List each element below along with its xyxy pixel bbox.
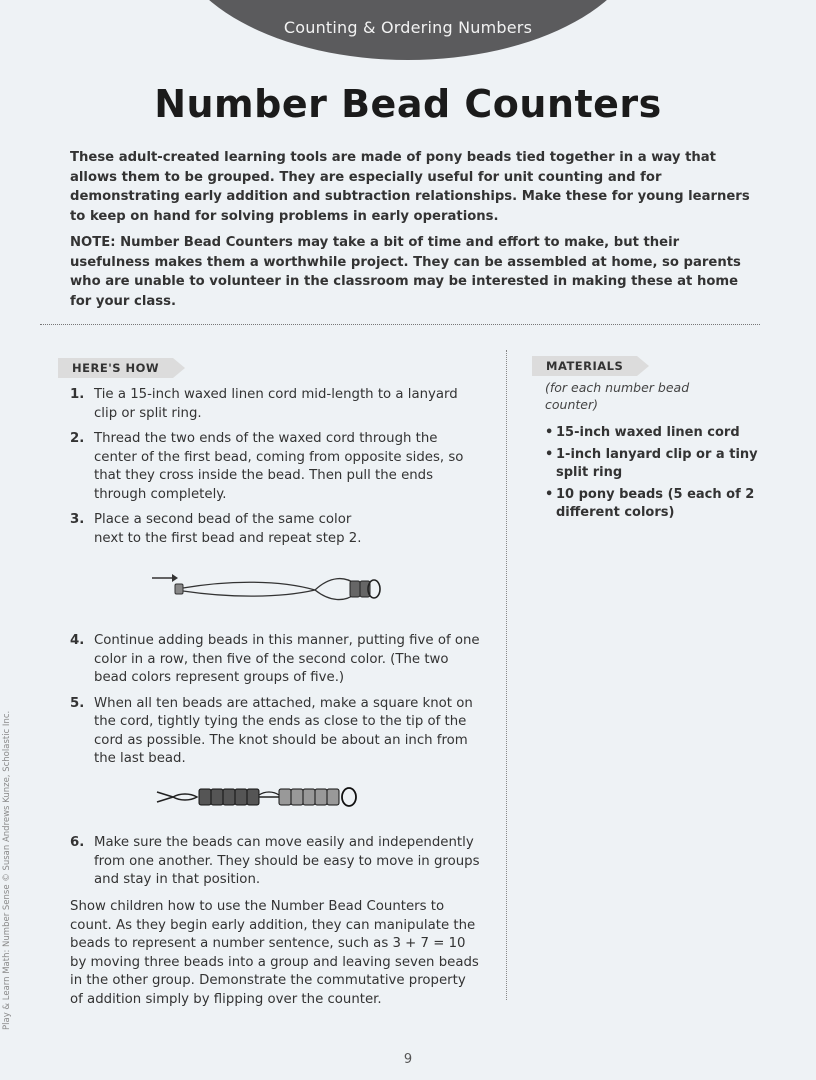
section-title: Counting & Ordering Numbers bbox=[283, 18, 533, 37]
step-text: Place a second bead of the same color next to the first bead and repeat step 2. bbox=[94, 512, 362, 546]
closing-paragraph: Show children how to use the Number Bead Counters to count. As they begin early addition, they can manipulate the beads to represent a number sentence, such as 3 + 7 = 10 by moving three beads into a group and leaving seven beads in the other group. Demonstrate the commutative property of addition simply by flipping over the counter. bbox=[70, 899, 479, 1007]
materials-subtitle: (for each number bead counter) bbox=[545, 380, 690, 412]
step-text: When all ten beads are attached, make a square knot on the cord, tightly tying the ends as close to the tip of the cord as possible. The knot should be about an inch from the last bead. bbox=[94, 695, 473, 766]
step-text: Thread the two ends of the waxed cord through the center of the first bead, coming from opposite sides, so that they cross inside the bead. Then pull the ends through completely. bbox=[94, 431, 464, 502]
bead-group-dark bbox=[199, 789, 259, 805]
materials-label: MATERIALS bbox=[532, 356, 637, 376]
bullet-icon: • bbox=[545, 446, 554, 462]
step-4 bbox=[70, 632, 480, 688]
note-paragraph bbox=[70, 233, 750, 311]
bullet-icon: • bbox=[545, 425, 554, 440]
column-divider bbox=[506, 350, 507, 1000]
step-number: 6. bbox=[70, 835, 85, 850]
bead bbox=[211, 789, 223, 805]
bead bbox=[279, 789, 291, 805]
step-number: 5. bbox=[70, 695, 85, 711]
intro bbox=[70, 148, 750, 318]
note-label: NOTE: bbox=[70, 235, 116, 250]
bullet-icon: • bbox=[545, 486, 554, 502]
material-text: 15-inch waxed linen cord bbox=[556, 425, 740, 440]
list-item bbox=[545, 446, 765, 483]
step-5 bbox=[70, 695, 480, 769]
intro-paragraph: These adult-created learning tools are made of pony beads tied together in a way that allows them to be grouped. They are especially useful for unit counting and for demonstrating early addition and subtraction relationships. Make these for young learners to keep on hand for solving problems in early operations. bbox=[70, 150, 750, 224]
split-ring bbox=[342, 788, 356, 806]
step-6 bbox=[70, 834, 480, 890]
page-number: 9 bbox=[403, 1052, 413, 1067]
arrow-head bbox=[172, 574, 178, 582]
dotted-divider bbox=[40, 324, 760, 325]
step-number: 4. bbox=[70, 633, 85, 648]
bead-group-light bbox=[279, 789, 339, 805]
step-number: 2. bbox=[70, 431, 85, 446]
steps-group-3 bbox=[70, 834, 480, 897]
step-2 bbox=[70, 430, 480, 504]
list-item bbox=[545, 486, 765, 523]
bead bbox=[350, 581, 360, 597]
steps-group-1 bbox=[70, 386, 480, 555]
heres-how-label: HERE'S HOW bbox=[58, 358, 173, 378]
step-3 bbox=[70, 511, 480, 548]
material-text: 10 pony beads (5 each of 2 different colors) bbox=[556, 486, 755, 520]
cord-tails bbox=[157, 792, 173, 802]
bead bbox=[291, 789, 303, 805]
completed-counter-illustration bbox=[155, 782, 375, 812]
knot bbox=[173, 794, 197, 800]
bead bbox=[303, 789, 315, 805]
step-number: 3. bbox=[70, 512, 85, 527]
steps-group-2 bbox=[70, 632, 480, 776]
step-text: Tie a 15-inch waxed linen cord mid-length to a lanyard clip or split ring. bbox=[94, 387, 458, 421]
threading-illustration bbox=[150, 566, 390, 610]
step-text: Make sure the beads can move easily and independently from one another. They should be easy to move in groups and stay in that position. bbox=[94, 835, 480, 887]
bead bbox=[223, 789, 235, 805]
page-title: Number Bead Counters bbox=[154, 82, 662, 126]
bead bbox=[315, 789, 327, 805]
step-number: 1. bbox=[70, 387, 85, 402]
note-text: Number Bead Counters may take a bit of time and effort to make, but their usefulness makes them a worthwhile project. They can be assembled at home, so parents who are unable to volunteer in the classroom may be interested in making these at home for your class. bbox=[70, 235, 741, 309]
bead bbox=[235, 789, 247, 805]
step-1 bbox=[70, 386, 480, 423]
bead bbox=[199, 789, 211, 805]
materials-list bbox=[545, 424, 765, 526]
cord-end bbox=[175, 584, 183, 594]
bead bbox=[327, 789, 339, 805]
side-credit: Play & Learn Math: Number Sense © Susan Andrews Kunze, Scholastic Inc. bbox=[2, 710, 12, 1030]
list-item bbox=[545, 424, 765, 443]
material-text: 1-inch lanyard clip or a tiny split ring bbox=[556, 446, 758, 480]
bead bbox=[247, 789, 259, 805]
step-text: Continue adding beads in this manner, putting five of one color in a row, then five of the second color. (The two bead colors represent groups of five.) bbox=[94, 633, 480, 685]
